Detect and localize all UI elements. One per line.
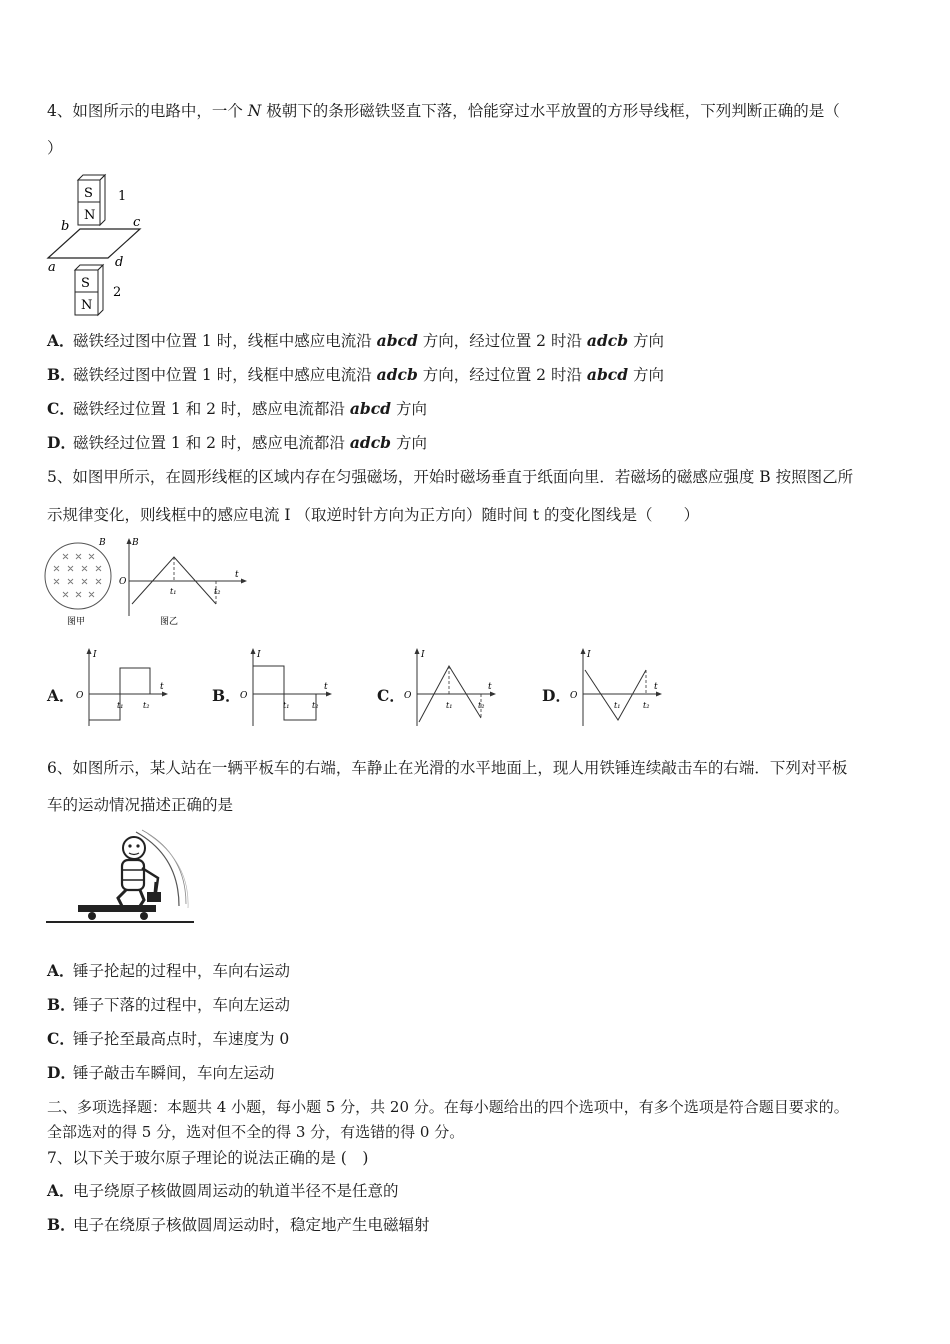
q7-option-b[interactable]: B．电子在绕原子核做圆周运动时，稳定地产生电磁辐射 bbox=[47, 1215, 430, 1234]
q5-figure-jia bbox=[42, 536, 122, 628]
q5-stem-line2: 示规律变化，则线框中的感应电流 I （取逆时针方向为正方向）随时间 t 的变化图线是（ ） bbox=[47, 506, 700, 524]
q5-graph-d[interactable] bbox=[566, 646, 666, 728]
yi-t1: t₁ bbox=[170, 587, 177, 596]
q5-graph-b[interactable] bbox=[236, 646, 336, 728]
q4-option-c[interactable]: C．磁铁经过位置 1 和 2 时，感应电流都沿 abcd 方向 bbox=[47, 399, 427, 418]
svg-text:t: t bbox=[324, 682, 328, 692]
q7-option-a[interactable]: A．电子绕原子核做圆周运动的轨道半径不是任意的 bbox=[47, 1181, 399, 1200]
q5-option-d-label[interactable]: D． bbox=[542, 686, 571, 705]
jia-b-label: B bbox=[99, 538, 106, 548]
corner-d: d bbox=[115, 255, 124, 270]
q4-option-b[interactable]: B．磁铁经过图中位置 1 时，线框中感应电流沿 adcb 方向，经过位置 2 时沿 abcd 方向 bbox=[47, 365, 665, 384]
svg-text:I: I bbox=[421, 650, 425, 660]
q4-option-d[interactable]: D．磁铁经过位置 1 和 2 时，感应电流都沿 adcb 方向 bbox=[47, 433, 427, 452]
q5-option-b-label[interactable]: B． bbox=[212, 686, 241, 705]
svg-text:t₁: t₁ bbox=[117, 701, 124, 710]
q7-stem: 7、以下关于玻尔原子理论的说法正确的是 ( ) bbox=[47, 1149, 369, 1167]
q5-figure-yi bbox=[116, 536, 248, 628]
svg-text:t₂: t₂ bbox=[643, 701, 650, 710]
svg-text:t₂: t₂ bbox=[312, 701, 319, 710]
svg-text:I: I bbox=[257, 650, 261, 660]
section2-line1: 二、多项选择题：本题共 4 小题，每小题 5 分，共 20 分。在每小题给出的四个选项中，有多个选项是符合题目要求的。 bbox=[47, 1098, 849, 1116]
position-2-label: 2 bbox=[113, 285, 122, 300]
svg-text:O: O bbox=[240, 691, 248, 701]
q6-figure-hammer-cart bbox=[44, 826, 199, 930]
svg-text:O: O bbox=[570, 691, 578, 701]
q5-graph-c[interactable] bbox=[400, 646, 500, 728]
q5-option-c-label[interactable]: C． bbox=[377, 686, 405, 705]
svg-text:I: I bbox=[587, 650, 591, 660]
q4-stem: 4、如图所示的电路中，一个 N 极朝下的条形磁铁竖直下落，恰能穿过水平放置的方形导线框，下列判断正确的是（ bbox=[47, 102, 840, 120]
svg-text:t₁: t₁ bbox=[614, 701, 621, 710]
magnet-top-n: N bbox=[84, 208, 96, 223]
svg-text:t₁: t₁ bbox=[446, 701, 453, 710]
yi-caption: 图乙 bbox=[160, 617, 179, 627]
q5-graph-a[interactable] bbox=[72, 646, 172, 728]
corner-a: a bbox=[48, 260, 56, 275]
position-1-label: 1 bbox=[118, 189, 127, 204]
jia-caption: 图甲 bbox=[67, 617, 86, 627]
corner-b: b bbox=[61, 219, 70, 234]
magnet-bottom-n: N bbox=[81, 298, 93, 313]
q6-option-d[interactable]: D．锤子敲击车瞬间，车向左运动 bbox=[47, 1063, 275, 1082]
q4-figure bbox=[45, 168, 150, 318]
magnet-top bbox=[78, 175, 105, 225]
yi-t2: t₂ bbox=[214, 587, 221, 596]
svg-text:t₂: t₂ bbox=[478, 701, 485, 710]
corner-c: c bbox=[133, 215, 141, 230]
svg-text:O: O bbox=[404, 691, 412, 701]
svg-text:t: t bbox=[488, 682, 492, 692]
magnet-bottom-s: S bbox=[81, 276, 90, 291]
yi-axis-t: t bbox=[235, 570, 239, 580]
q6-option-a[interactable]: A．锤子抡起的过程中，车向右运动 bbox=[47, 961, 291, 980]
magnet-bottom bbox=[75, 265, 103, 315]
q4-option-a[interactable]: A．磁铁经过图中位置 1 时，线框中感应电流沿 abcd 方向，经过位置 2 时沿 adcb 方向 bbox=[47, 331, 665, 350]
q5-option-a-label[interactable]: A． bbox=[47, 686, 75, 705]
svg-text:t: t bbox=[160, 682, 164, 692]
field-crosses bbox=[54, 554, 101, 597]
q6-stem-line1: 6、如图所示，某人站在一辆平板车的右端，车静止在光滑的水平地面上，现人用铁锤连续敲击车的右端．下列对平板 bbox=[47, 759, 848, 777]
section2-line2: 全部选对的得 5 分，选对但不全的得 3 分，有选错的得 0 分。 bbox=[47, 1123, 465, 1141]
q6-stem-line2: 车的运动情况描述正确的是 bbox=[47, 796, 234, 814]
svg-text:t₂: t₂ bbox=[143, 701, 150, 710]
magnet-top-s: S bbox=[84, 186, 93, 201]
svg-text:I: I bbox=[93, 650, 97, 660]
q6-option-b[interactable]: B．锤子下落的过程中，车向左运动 bbox=[47, 995, 291, 1014]
yi-axis-b: B bbox=[132, 538, 139, 548]
q4-stem-n: N bbox=[247, 102, 262, 120]
svg-text:t: t bbox=[654, 682, 658, 692]
yi-origin: O bbox=[119, 577, 127, 587]
q4-stem-close: ） bbox=[47, 139, 63, 157]
q6-option-c[interactable]: C．锤子抡至最高点时，车速度为 0 bbox=[47, 1029, 290, 1048]
svg-text:t₁: t₁ bbox=[283, 701, 290, 710]
svg-text:O: O bbox=[76, 691, 84, 701]
q5-stem-line1: 5、如图甲所示，在圆形线框的区域内存在匀强磁场，开始时磁场垂直于纸面向里．若磁场的磁感应强度 B 按照图乙所 bbox=[47, 468, 854, 486]
